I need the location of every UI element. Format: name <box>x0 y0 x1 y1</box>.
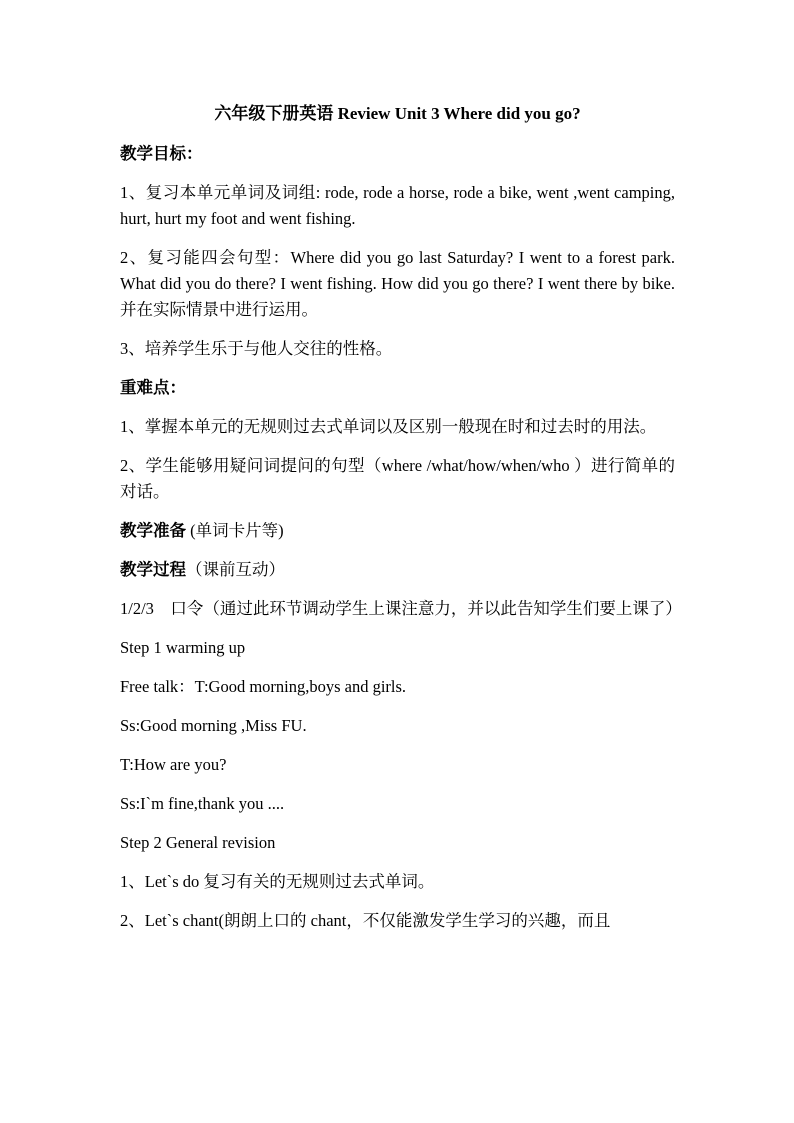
process-line-6: 1、Let`s do 复习有关的无规则过去式单词。 <box>120 872 435 891</box>
document-title: 六年级下册英语 Review Unit 3 Where did you go? <box>214 104 581 123</box>
process-line-7: 2、Let`s chant(朗朗上口的 chant，不仅能激发学生学习的兴趣，而且 <box>120 911 611 930</box>
objective-1: 1、复习本单元单词及词组: rode, rode a horse, rode a bike, went ,went camping, hurt, hurt my foot and went fishing. <box>120 183 675 228</box>
section-heading-keypoints: 重难点： <box>120 378 186 397</box>
prep-label: 教学准备 <box>120 521 186 540</box>
teaching-prep <box>120 518 675 544</box>
objective-2: 2、复习能四会句型：Where did you go last Saturday? I went to a forest park. What did you do there? I went fishing. How did you go there? I went there by bike.并在实际情景中进行运用。 <box>120 248 675 319</box>
section-heading-objectives: 教学目标： <box>120 144 203 163</box>
process-line-1: 1/2/3 口令（通过此环节调动学生上课注意力，并以此告知学生们要上课了） <box>120 599 682 618</box>
process-line-5: Ss:I`m fine,thank you .... <box>120 794 285 813</box>
keypoint-1: 1、掌握本单元的无规则过去式单词以及区别一般现在时和过去时的用法。 <box>120 417 657 436</box>
objective-3: 3、培养学生乐于与他人交往的性格。 <box>120 339 393 358</box>
teaching-process <box>120 557 675 583</box>
keypoint-2: 2、学生能够用疑问词提问的句型（where /what/how/when/who ）进行简单的对话。 <box>120 456 675 501</box>
process-line-3: Ss:Good morning ,Miss FU. <box>120 716 307 735</box>
document-body <box>120 101 682 947</box>
process-note: （课前互动） <box>186 560 285 579</box>
prep-note: (单词卡片等) <box>186 521 284 540</box>
step-2-heading: Step 2 General revision <box>120 833 276 852</box>
process-line-4: T:How are you? <box>120 755 227 774</box>
process-label: 教学过程 <box>120 560 186 579</box>
process-line-2: Free talk：T:Good morning,boys and girls. <box>120 677 407 696</box>
step-1-heading: Step 1 warming up <box>120 638 246 657</box>
